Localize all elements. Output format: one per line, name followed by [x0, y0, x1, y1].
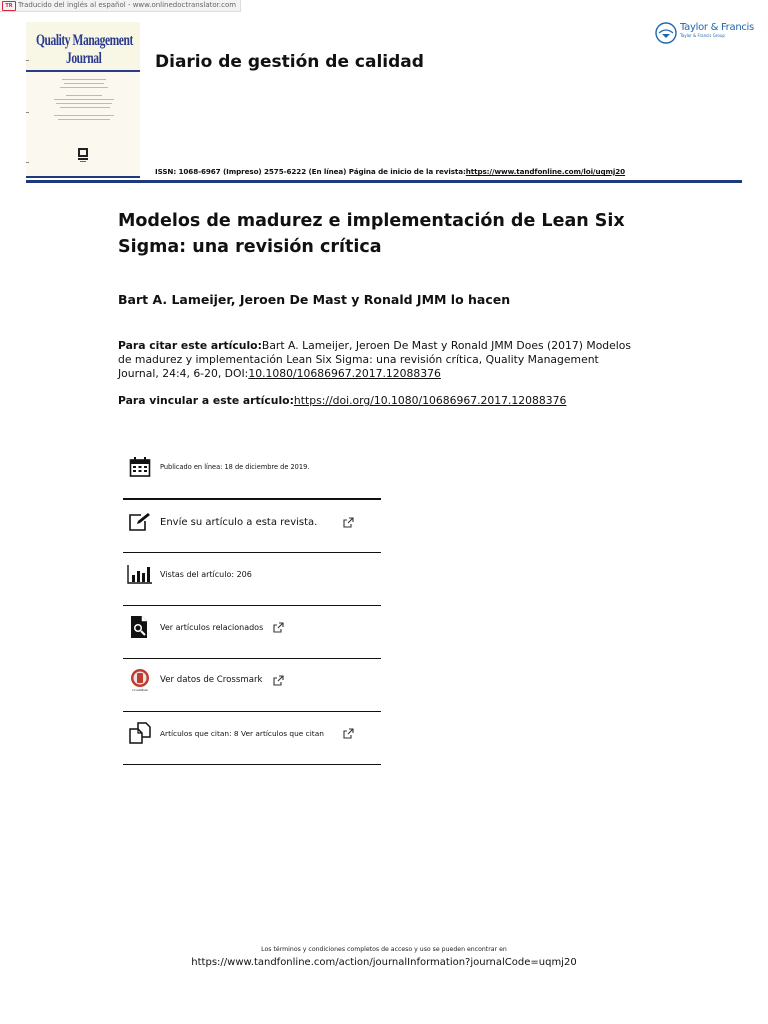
calendar-icon — [129, 456, 151, 478]
asq-logo-icon — [76, 147, 90, 163]
article-url-link[interactable]: https://doi.org/10.1080/10686967.2017.12088376 — [293, 394, 567, 407]
external-link-icon[interactable] — [273, 622, 284, 633]
article-authors: Bart A. Lameijer, Jeroen De Mast y Ronald JMM lo hacen — [118, 292, 511, 307]
related-row[interactable] — [123, 615, 381, 639]
views-row — [123, 562, 381, 586]
journal-name: Diario de gestión de calidad — [155, 52, 424, 72]
article-link-line — [118, 394, 566, 407]
cite-label: Para citar este artículo: — [118, 339, 262, 352]
citing-row[interactable] — [123, 721, 381, 745]
edit-icon — [128, 512, 152, 532]
panel-divider — [123, 711, 381, 712]
panel-divider — [123, 658, 381, 659]
published-row — [123, 455, 381, 479]
panel-divider — [123, 498, 381, 500]
cover-title-line2: Journal — [66, 50, 102, 67]
taylor-francis-logo-icon — [655, 22, 677, 44]
citing-articles-icon — [128, 722, 152, 744]
crossmark-link[interactable]: Ver datos de Crossmark — [160, 675, 263, 685]
cover-underline — [26, 176, 140, 178]
publisher-name: Taylor & Francis — [680, 22, 754, 33]
translator-notice[interactable] — [0, 0, 241, 12]
article-title: Modelos de madurez e implementación de Lean Six Sigma: una revisión crítica — [118, 211, 625, 257]
panel-divider — [123, 552, 381, 553]
doi-link[interactable]: 10.1080/10686967.2017.12088376 — [248, 367, 441, 380]
external-link-icon[interactable] — [343, 728, 354, 739]
crossmark-icon — [129, 668, 151, 688]
article-views: Vistas del artículo: 206 — [160, 569, 252, 579]
translator-notice-text: Traducido del inglés al español - www.onlinedoctranslator.com — [18, 1, 237, 9]
citation — [118, 339, 638, 381]
publisher-logo[interactable] — [655, 22, 754, 44]
crossmark-badge-text: CrossMark — [132, 688, 148, 692]
journal-homepage-link[interactable]: https://www.tandfonline.com/loi/uqmj20 — [465, 167, 626, 176]
issn-text: ISSN: 1068-6967 (Impreso) 2575-6222 (En línea) Página de inicio de la revista: — [155, 167, 466, 176]
footer-terms: Los términos y condiciones completos de acceso y uso se pueden encontrar en — [261, 946, 507, 953]
footer-terms-link[interactable]: https://www.tandfonline.com/action/journalInformation?journalCode=uqmj20 — [191, 957, 577, 968]
crossmark-row[interactable] — [123, 668, 381, 692]
publisher-group: Taylor & Francis Group — [680, 33, 725, 38]
bar-chart-icon — [127, 564, 153, 584]
cite-text: Bart A. Lameijer, Jeroen De Mast y Ronald JMM Does (2017) Modelos de madurez y implementación Lean Six Sigma: una revisión crítica, Quality Management Journal, 24:4, 6-20, DOI: — [118, 339, 632, 380]
external-link-icon[interactable] — [273, 675, 284, 686]
journal-cover — [26, 22, 140, 176]
citing-articles-link[interactable]: Artículos que citan: 8 Ver artículos que citan — [160, 728, 324, 738]
issn-line — [155, 167, 625, 176]
panel-divider — [123, 605, 381, 606]
published-date: Publicado en línea: 18 de diciembre de 2019. — [160, 463, 310, 471]
external-link-icon[interactable] — [343, 517, 354, 528]
submit-row[interactable] — [123, 510, 381, 534]
header-rule — [26, 180, 742, 183]
submit-link[interactable]: Envíe su artículo a esta revista. — [160, 516, 318, 528]
link-label: Para vincular a este artículo: — [118, 394, 294, 407]
related-articles-link[interactable]: Ver artículos relacionados — [160, 622, 264, 632]
panel-divider — [123, 764, 381, 765]
document-search-icon — [129, 615, 151, 639]
translator-icon: TR — [2, 1, 16, 11]
cover-title-line1: Quality Management — [36, 32, 133, 49]
